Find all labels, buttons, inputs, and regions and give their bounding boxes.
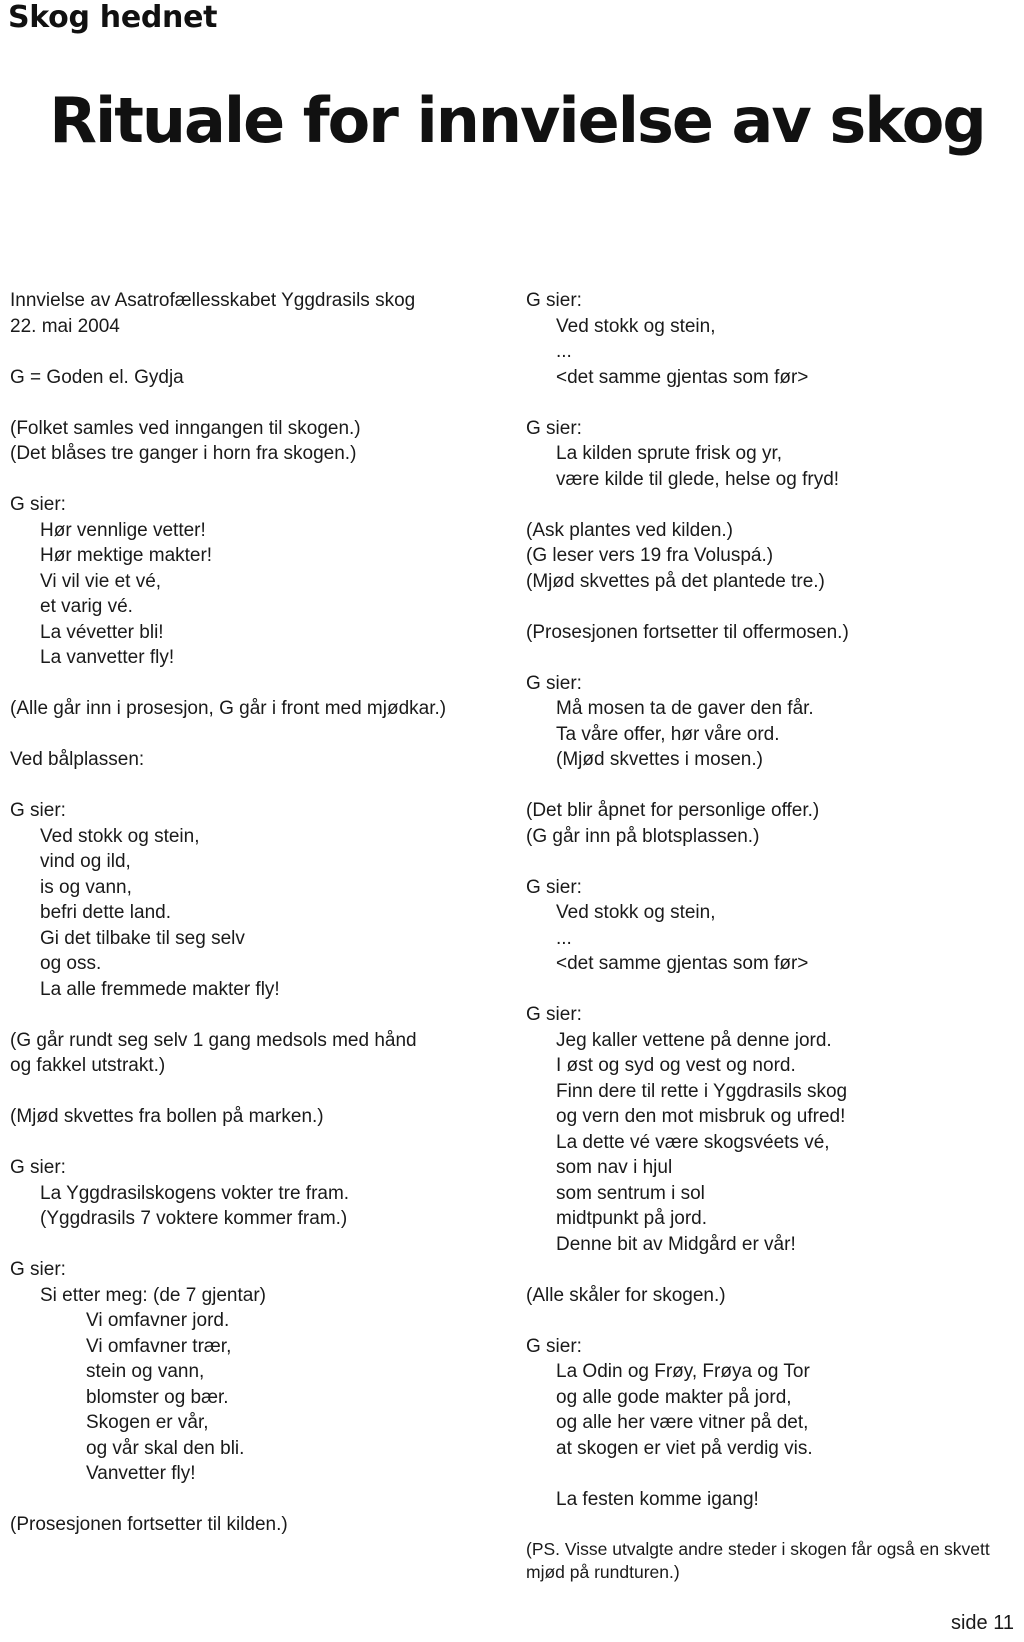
text-line: Hør vennlige vetter!	[40, 519, 206, 541]
text-line: La alle fremmede makter fly!	[40, 978, 280, 1000]
speaker-label: G sier:	[526, 290, 582, 311]
text-block	[526, 1334, 1016, 1462]
text-line: og oss.	[40, 953, 102, 974]
text-line: ...	[556, 927, 572, 949]
text-line: (Alle går inn i prosesjon, G går i front med mjødkar.)	[10, 698, 447, 719]
text-block	[10, 1104, 515, 1130]
speaker-label: G sier:	[10, 800, 66, 821]
text-line: (Alle skåler for skogen.)	[526, 1284, 726, 1306]
text-line: Jeg kaller vettene på denne jord.	[556, 1029, 832, 1051]
text-line: Vanvetter fly!	[86, 1463, 196, 1484]
text-line: La Odin og Frøy, Frøya og Tor	[556, 1361, 810, 1382]
text-line: Vi omfavner trær,	[86, 1335, 232, 1357]
text-block	[526, 875, 1016, 977]
text-line: (Yggdrasils 7 voktere kommer fram.)	[40, 1208, 348, 1229]
text-block	[526, 798, 1016, 849]
text-line: Ved stokk og stein,	[40, 825, 200, 847]
text-line: og alle gode makter på jord,	[556, 1386, 792, 1408]
page-number: side 11	[950, 1612, 1014, 1634]
text-line: vind og ild,	[40, 851, 131, 872]
speaker-label: G sier:	[10, 494, 66, 515]
text-line: La festen komme igang!	[556, 1488, 759, 1510]
speaker-label: G sier:	[526, 1335, 582, 1357]
text-line: Vi omfavner jord.	[86, 1310, 230, 1331]
page-title: Rituale for innvielse av skog	[49, 84, 985, 157]
text-line: og vår skal den bli.	[86, 1437, 245, 1459]
text-line: Innvielse av Asatrofællesskabet Yggdrasils skog	[10, 290, 416, 311]
text-line: (Prosesjonen fortsetter til offermosen.)	[526, 621, 849, 643]
text-block	[526, 518, 1016, 595]
text-line: som nav i hjul	[556, 1157, 673, 1178]
text-line: Finn dere til rette i Yggdrasils skog	[556, 1080, 848, 1102]
text-line: (Ask plantes ved kilden.)	[526, 519, 733, 541]
text-block	[526, 1002, 1016, 1257]
text-block	[10, 1257, 515, 1487]
text-block	[526, 1538, 1016, 1584]
text-line: (PS. Visse utvalgte andre steder i skogen får også en skvett mjød på rundturen.)	[526, 1538, 990, 1582]
text-line: 22. mai 2004	[10, 315, 120, 337]
text-line: Ved bålplassen:	[10, 749, 145, 770]
text-block	[10, 1028, 515, 1079]
text-line: at skogen er viet på verdig vis.	[556, 1437, 813, 1459]
text-block	[10, 1512, 515, 1538]
text-line: La kilden sprute frisk og yr,	[556, 443, 782, 464]
text-block	[10, 798, 515, 1002]
text-block	[526, 1487, 1016, 1513]
speaker-label: G sier:	[526, 417, 582, 439]
text-block	[10, 696, 515, 722]
text-line: (Folket samles ved inngangen til skogen.)	[10, 417, 361, 439]
text-block	[526, 1283, 1016, 1309]
text-line: stein og vann,	[86, 1361, 205, 1382]
text-line: Si etter meg: (de 7 gjentar)	[40, 1284, 266, 1306]
text-line: Vi vil vie et vé,	[40, 570, 162, 592]
text-line: Skogen er vår,	[86, 1412, 209, 1433]
text-line: La Yggdrasilskogens vokter tre fram.	[40, 1182, 350, 1204]
text-block	[10, 365, 515, 391]
text-line: midtpunkt på jord.	[556, 1208, 708, 1229]
text-line: <det samme gjentas som før>	[556, 953, 809, 974]
text-line: og alle her være vitner på det,	[556, 1412, 809, 1433]
text-line: (Mjød skvettes i mosen.)	[556, 749, 763, 770]
speaker-label: G sier:	[526, 876, 582, 898]
speaker-label: G sier:	[526, 1004, 582, 1025]
speaker-label: G sier:	[526, 672, 582, 694]
text-line: La vanvetter fly!	[40, 647, 175, 668]
text-block	[10, 288, 515, 339]
text-line: (Prosesjonen fortsetter til kilden.)	[10, 1514, 288, 1535]
text-line: være kilde til glede, helse og fryd!	[556, 468, 840, 490]
text-line: (G går inn på blotsplassen.)	[526, 825, 760, 847]
text-line: <det samme gjentas som før>	[556, 366, 809, 388]
text-line: (Mjød skvettes fra bollen på marken.)	[10, 1106, 324, 1127]
text-block	[526, 288, 1016, 390]
text-line: et varig vé.	[40, 596, 133, 617]
text-block	[526, 671, 1016, 773]
text-line: Hør mektige makter!	[40, 545, 213, 566]
text-block	[10, 492, 515, 671]
speaker-label: G sier:	[10, 1259, 66, 1280]
text-line: ...	[556, 341, 572, 362]
text-block	[10, 416, 515, 467]
text-line: I øst og syd og vest og nord.	[556, 1055, 796, 1076]
text-line: (G leser vers 19 fra Voluspá.)	[526, 545, 774, 566]
text-line: Gi det tilbake til seg selv	[40, 927, 245, 949]
text-block	[10, 1155, 515, 1232]
text-line: Ved stokk og stein,	[556, 902, 716, 923]
text-line: (G går rundt seg selv 1 gang medsols med hånd	[10, 1029, 417, 1051]
text-line: befri dette land.	[40, 902, 171, 923]
text-block	[10, 747, 515, 773]
text-line: (Det blåses tre ganger i horn fra skogen.)	[10, 443, 357, 464]
text-line: La vévetter bli!	[40, 621, 164, 643]
text-block	[526, 416, 1016, 493]
text-line: G = Goden el. Gydja	[10, 366, 184, 388]
right-column	[526, 288, 1016, 1609]
text-line: La dette vé være skogsvéets vé,	[556, 1131, 830, 1153]
text-line: is og vann,	[40, 876, 132, 898]
text-line: og vern den mot misbruk og ufred!	[556, 1106, 846, 1127]
speaker-label: G sier:	[10, 1157, 66, 1178]
text-block	[526, 620, 1016, 646]
text-line: Denne bit av Midgård er vår!	[556, 1233, 796, 1255]
text-line: og fakkel utstrakt.)	[10, 1055, 166, 1076]
text-line: som sentrum i sol	[556, 1182, 705, 1204]
text-line: Ta våre offer, hør våre ord.	[556, 723, 780, 745]
text-line: Ved stokk og stein,	[556, 315, 716, 337]
left-column	[10, 288, 515, 1563]
text-line: blomster og bær.	[86, 1386, 229, 1408]
text-line: Må mosen ta de gaver den får.	[556, 698, 814, 719]
text-line: (Mjød skvettes på det plantede tre.)	[526, 570, 825, 592]
text-line: (Det blir åpnet for personlige offer.)	[526, 800, 820, 821]
section-label: Skog hednet	[8, 0, 218, 35]
